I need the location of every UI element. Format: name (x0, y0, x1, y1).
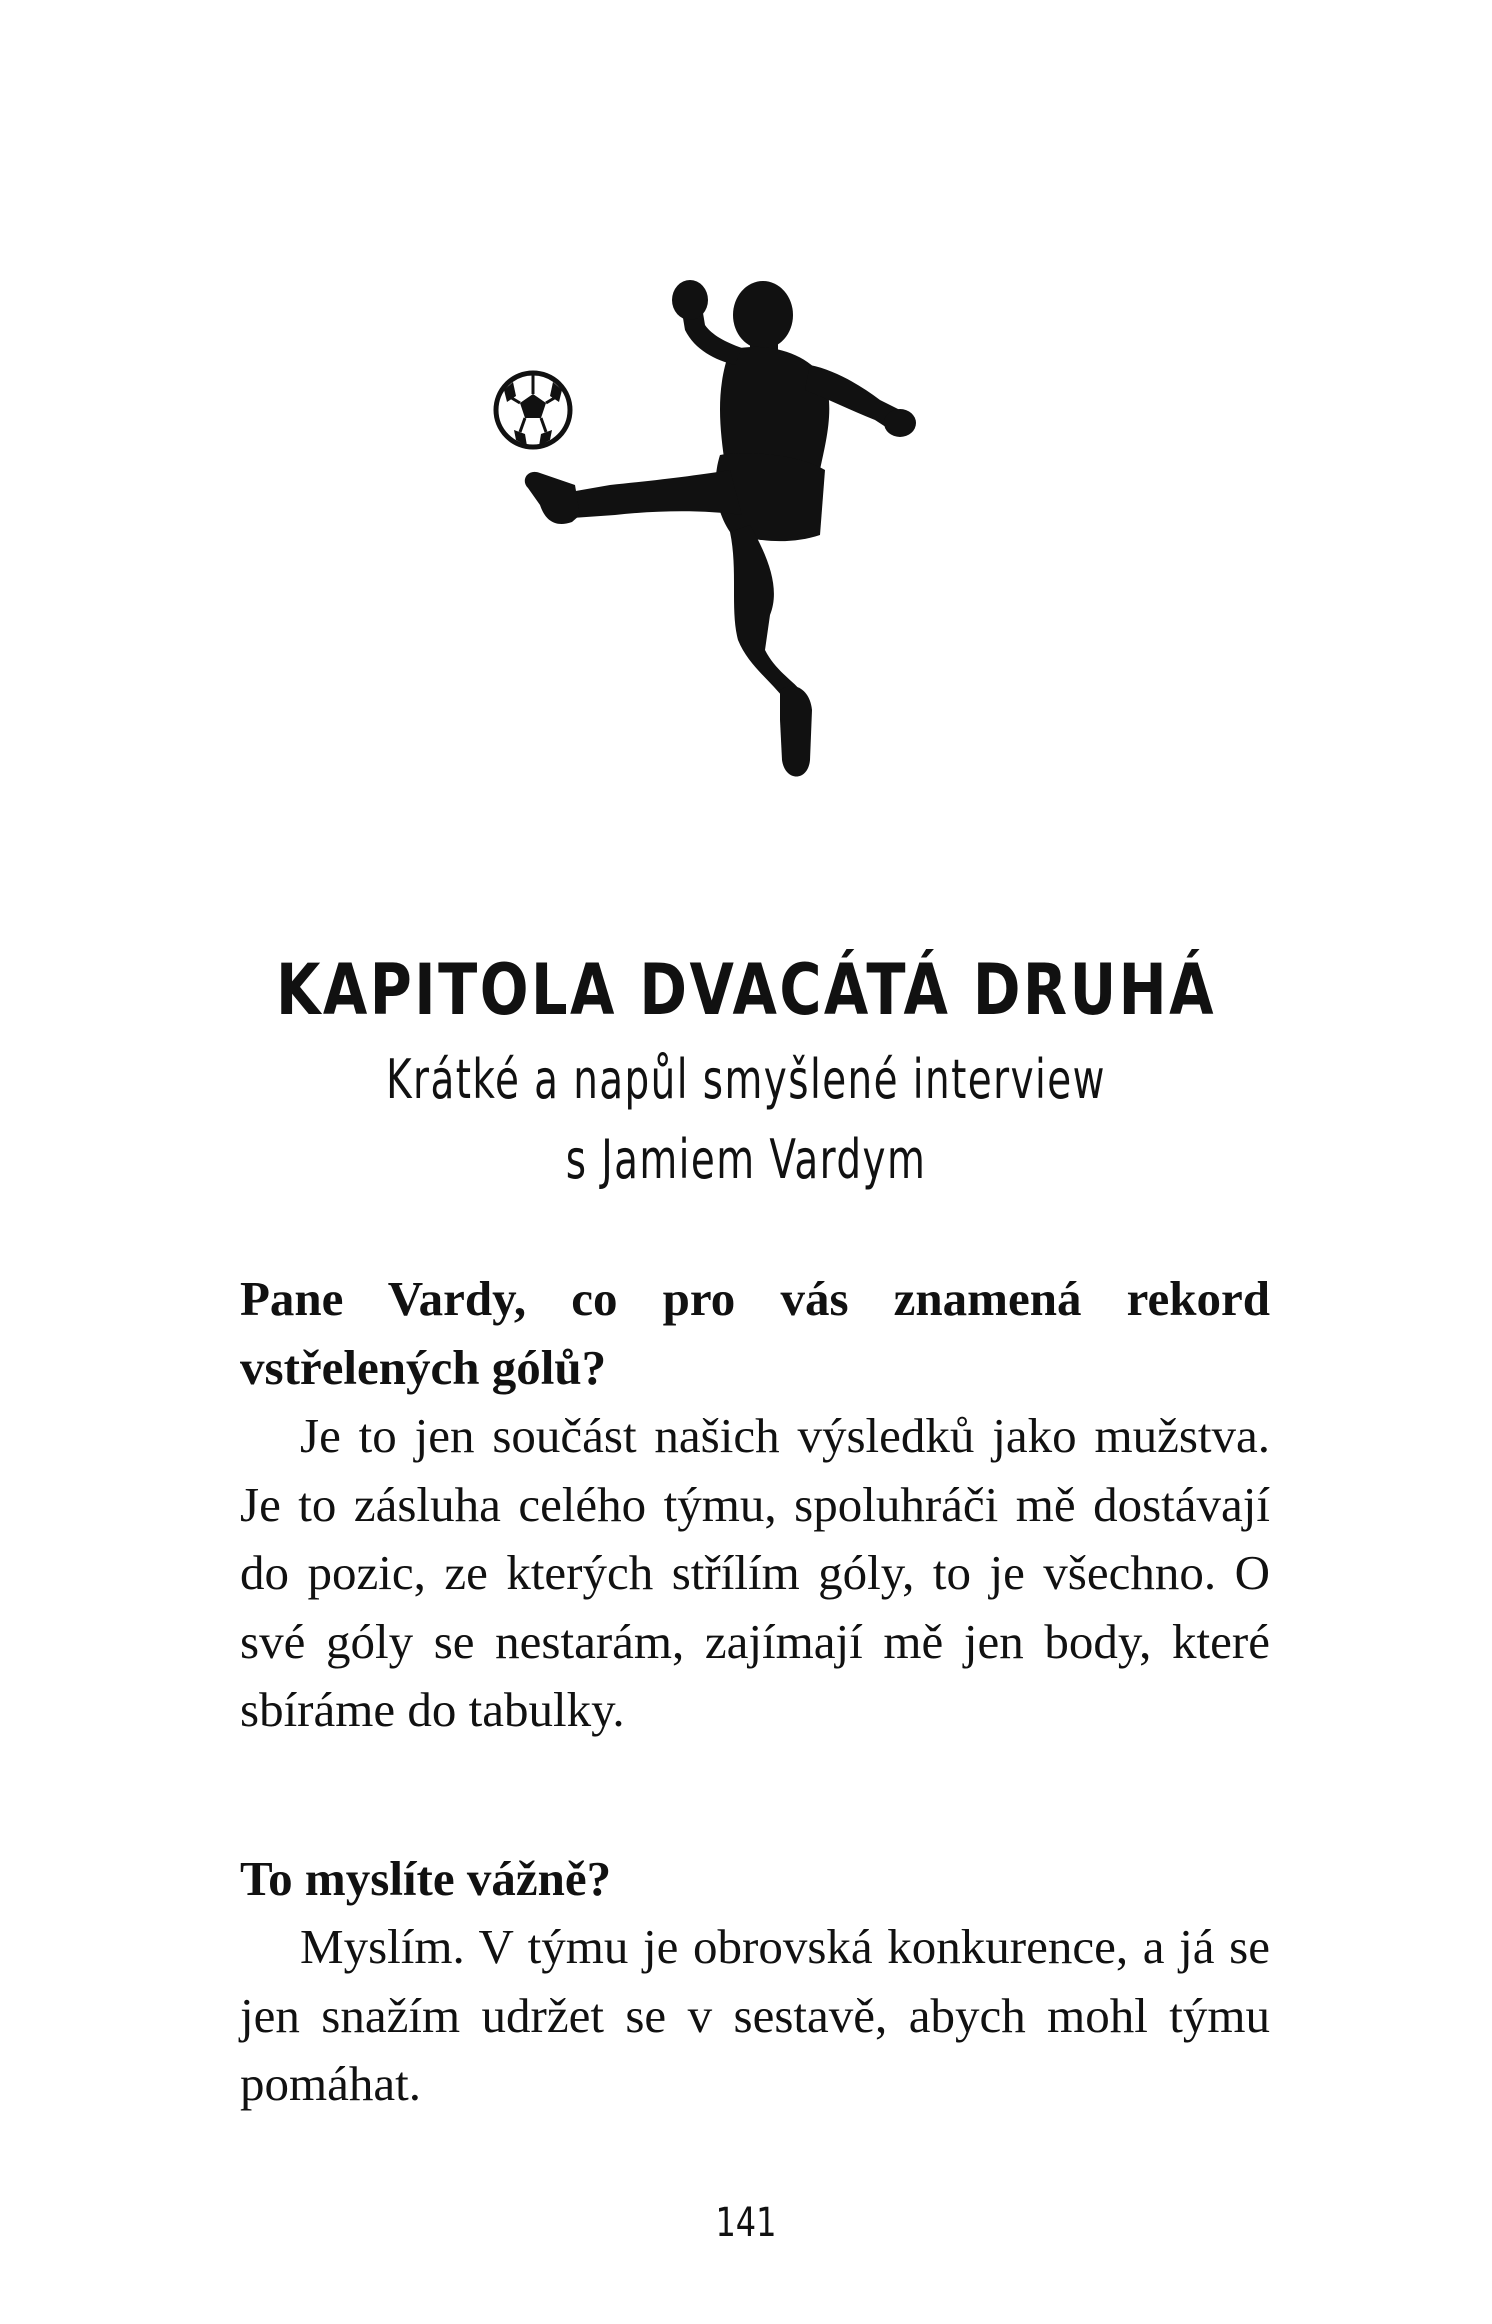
interview-text (240, 1265, 1270, 2119)
interview-answer: Myslím. V týmu je obrovská konkurence, a já se jen snažím udržet se v sestavě, abych mohl týmu pomáhat. (240, 1919, 1270, 2111)
chapter-heading (0, 940, 1492, 1200)
chapter-subtitle-line-1: Krátké a napůl smyšlené interview (386, 1048, 1106, 1111)
interview-question: To myslíte vážně? (240, 1850, 612, 1906)
interview-answer: Je to jen součást našich výsledků jako mužstva. Je to zásluha celého týmu, spoluhráči mě dostávají do pozic, ze kterých střílím góly, to je všechno. O své góly se nestarám, zajímají mě jen body, které sbíráme do tabulky. (240, 1408, 1270, 1737)
page-number: 141 (715, 2200, 777, 2246)
paragraph-gap (240, 1745, 1270, 1845)
interview-question: Pane Vardy, co pro vás znamená rekord vstřelených gólů? (240, 1271, 1270, 1395)
soccer-player-illustration (480, 270, 1020, 790)
soccer-player-kick-icon (525, 280, 916, 777)
chapter-title: KAPITOLA DVACÁTÁ DRUHÁ (275, 949, 1217, 1031)
chapter-subtitle-line-2: s Jamiem Vardym (565, 1128, 927, 1191)
soccer-ball-icon (496, 373, 570, 447)
